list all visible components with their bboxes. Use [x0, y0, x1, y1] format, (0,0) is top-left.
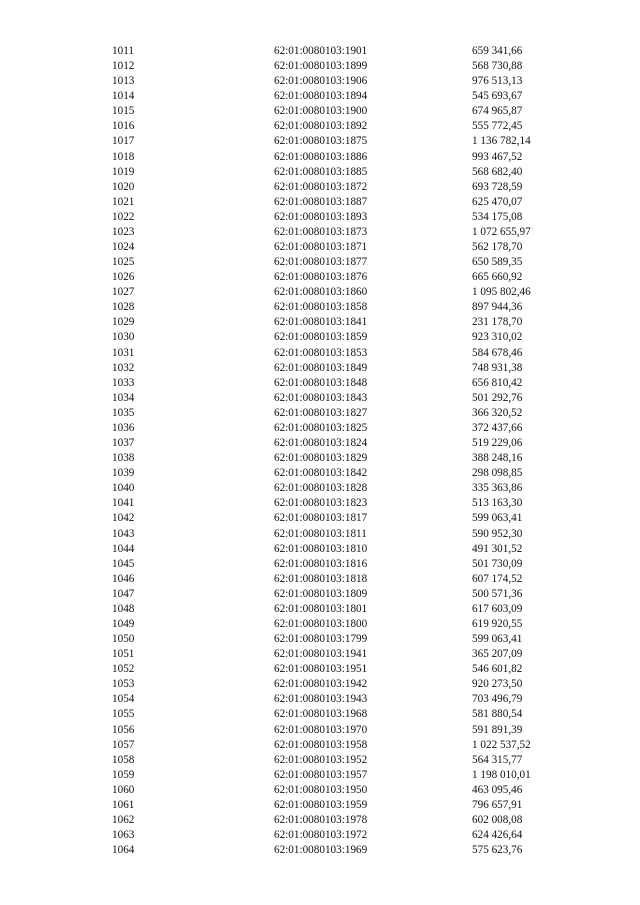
row-number: 1058	[112, 753, 135, 766]
cadastral-value: 650 589,35	[472, 256, 523, 269]
row-number: 1032	[112, 361, 135, 374]
table-row	[112, 451, 582, 466]
cadastral-number: 62:01:0080103:1859	[274, 331, 368, 344]
table-row	[112, 843, 582, 858]
table-row	[112, 119, 582, 134]
cadastral-value: 513 163,30	[472, 497, 523, 510]
cadastral-number: 62:01:0080103:1875	[274, 135, 368, 148]
table-row	[112, 587, 582, 602]
row-number: 1034	[112, 391, 135, 404]
cadastral-number: 62:01:0080103:1893	[274, 210, 368, 223]
row-number: 1049	[112, 617, 135, 630]
row-number: 1060	[112, 783, 135, 796]
cadastral-value: 463 095,46	[472, 783, 523, 796]
cadastral-value: 748 931,38	[472, 361, 523, 374]
cadastral-number: 62:01:0080103:1901	[274, 45, 368, 57]
table-row	[112, 391, 582, 406]
table-row	[112, 466, 582, 481]
row-number: 1038	[112, 452, 135, 465]
row-number: 1051	[112, 648, 135, 661]
row-number: 1013	[112, 75, 135, 88]
cadastral-number: 62:01:0080103:1824	[274, 437, 368, 450]
row-number: 1031	[112, 346, 135, 359]
row-number: 1046	[112, 572, 135, 585]
table-row	[112, 165, 582, 180]
row-number: 1015	[112, 105, 135, 118]
table-row	[112, 330, 582, 345]
table-row	[112, 542, 582, 557]
table-row	[112, 481, 582, 496]
cadastral-value: 534 175,08	[472, 210, 523, 223]
cadastral-number: 62:01:0080103:1952	[274, 753, 368, 766]
row-number: 1061	[112, 798, 135, 811]
cadastral-value: 568 682,40	[472, 165, 523, 178]
cadastral-value: 602 008,08	[472, 813, 523, 826]
cadastral-number: 62:01:0080103:1887	[274, 195, 368, 208]
row-number: 1057	[112, 738, 135, 751]
cadastral-number: 62:01:0080103:1900	[274, 105, 368, 118]
cadastral-value: 993 467,52	[472, 150, 523, 163]
table-row	[112, 421, 582, 436]
cadastral-value: 674 965,87	[472, 105, 523, 118]
cadastral-value: 501 730,09	[472, 557, 523, 570]
cadastral-value: 607 174,52	[472, 572, 523, 585]
cadastral-value: 591 891,39	[472, 723, 523, 736]
row-number: 1026	[112, 271, 135, 284]
table-row	[112, 753, 582, 768]
cadastral-value: 796 657,91	[472, 798, 523, 811]
row-number: 1029	[112, 316, 135, 329]
cadastral-value: 1 136 782,14	[472, 135, 531, 148]
table-row	[112, 707, 582, 722]
row-number: 1017	[112, 135, 135, 148]
table-row	[112, 798, 582, 813]
table-row	[112, 632, 582, 647]
cadastral-value: 546 601,82	[472, 663, 523, 676]
table-row	[112, 738, 582, 753]
cadastral-number: 62:01:0080103:1828	[274, 482, 368, 495]
cadastral-number: 62:01:0080103:1972	[274, 829, 368, 842]
row-number: 1059	[112, 768, 135, 781]
table-row	[112, 270, 582, 285]
cadastral-number: 62:01:0080103:1801	[274, 602, 368, 615]
table-row	[112, 436, 582, 451]
table-row	[112, 557, 582, 572]
row-number: 1045	[112, 557, 135, 570]
table-row	[112, 511, 582, 526]
cadastral-number: 62:01:0080103:1843	[274, 391, 368, 404]
cadastral-number: 62:01:0080103:1817	[274, 512, 368, 525]
cadastral-number: 62:01:0080103:1810	[274, 542, 368, 555]
cadastral-value: 575 623,76	[472, 844, 523, 857]
row-number: 1022	[112, 210, 135, 223]
cadastral-value: 491 301,52	[472, 542, 523, 555]
row-number: 1064	[112, 844, 135, 857]
cadastral-value: 500 571,36	[472, 587, 523, 600]
cadastral-number: 62:01:0080103:1848	[274, 376, 368, 389]
table-row	[112, 572, 582, 587]
cadastral-number: 62:01:0080103:1968	[274, 708, 368, 721]
cadastral-value: 599 063,41	[472, 512, 523, 525]
row-number: 1036	[112, 421, 135, 434]
cadastral-number: 62:01:0080103:1885	[274, 165, 368, 178]
row-number: 1011	[112, 45, 134, 57]
table-row	[112, 647, 582, 662]
cadastral-value: 976 513,13	[472, 75, 523, 88]
table-row	[112, 210, 582, 225]
cadastral-value: 703 496,79	[472, 693, 523, 706]
cadastral-number: 62:01:0080103:1970	[274, 723, 368, 736]
cadastral-value: 1 022 537,52	[472, 738, 531, 751]
row-number: 1021	[112, 195, 135, 208]
row-number: 1053	[112, 678, 135, 691]
table-row	[112, 813, 582, 828]
row-number: 1016	[112, 120, 135, 133]
table-row	[112, 617, 582, 632]
row-number: 1025	[112, 256, 135, 269]
row-number: 1030	[112, 331, 135, 344]
cadastral-value: 923 310,02	[472, 331, 523, 344]
cadastral-value: 581 880,54	[472, 708, 523, 721]
cadastral-number: 62:01:0080103:1957	[274, 768, 368, 781]
table-row	[112, 361, 582, 376]
cadastral-number: 62:01:0080103:1942	[274, 678, 368, 691]
cadastral-number: 62:01:0080103:1877	[274, 256, 368, 269]
row-number: 1039	[112, 467, 135, 480]
cadastral-number: 62:01:0080103:1811	[274, 527, 367, 540]
table-row	[112, 346, 582, 361]
cadastral-number: 62:01:0080103:1849	[274, 361, 368, 374]
table-row	[112, 104, 582, 119]
cadastral-number: 62:01:0080103:1842	[274, 467, 368, 480]
table-row	[112, 74, 582, 89]
row-number: 1027	[112, 286, 135, 299]
cadastral-number: 62:01:0080103:1825	[274, 421, 368, 434]
row-number: 1054	[112, 693, 135, 706]
cadastral-value: 656 810,42	[472, 376, 523, 389]
cadastral-number: 62:01:0080103:1872	[274, 180, 368, 193]
cadastral-value: 693 728,59	[472, 180, 523, 193]
cadastral-number: 62:01:0080103:1969	[274, 844, 368, 857]
row-number: 1018	[112, 150, 135, 163]
cadastral-value: 599 063,41	[472, 633, 523, 646]
cadastral-number: 62:01:0080103:1906	[274, 75, 368, 88]
cadastral-number: 62:01:0080103:1958	[274, 738, 368, 751]
table-row	[112, 406, 582, 421]
row-number: 1044	[112, 542, 135, 555]
cadastral-number: 62:01:0080103:1951	[274, 663, 368, 676]
cadastral-value: 372 437,66	[472, 421, 523, 434]
table-row	[112, 783, 582, 798]
cadastral-number: 62:01:0080103:1892	[274, 120, 368, 133]
cadastral-number: 62:01:0080103:1894	[274, 90, 368, 103]
table-row	[112, 285, 582, 300]
cadastral-value: 298 098,85	[472, 467, 523, 480]
cadastral-number: 62:01:0080103:1978	[274, 813, 368, 826]
table-row	[112, 376, 582, 391]
table-row	[112, 59, 582, 74]
row-number: 1050	[112, 633, 135, 646]
row-number: 1024	[112, 241, 135, 254]
table-row	[112, 527, 582, 542]
cadastral-value: 568 730,88	[472, 60, 523, 73]
cadastral-number: 62:01:0080103:1841	[274, 316, 368, 329]
row-number: 1012	[112, 60, 135, 73]
cadastral-number: 62:01:0080103:1941	[274, 648, 368, 661]
cadastral-number: 62:01:0080103:1809	[274, 587, 368, 600]
table-row	[112, 662, 582, 677]
table-row	[112, 602, 582, 617]
cadastral-number: 62:01:0080103:1899	[274, 60, 368, 73]
cadastral-value: 584 678,46	[472, 346, 523, 359]
cadastral-value: 625 470,07	[472, 195, 523, 208]
cadastral-number: 62:01:0080103:1950	[274, 783, 368, 796]
cadastral-value: 365 207,09	[472, 648, 523, 661]
table-row	[112, 828, 582, 843]
cadastral-value: 920 273,50	[472, 678, 523, 691]
cadastral-number: 62:01:0080103:1959	[274, 798, 368, 811]
table-row	[112, 768, 582, 783]
table-row	[112, 677, 582, 692]
row-number: 1043	[112, 527, 135, 540]
row-number: 1035	[112, 406, 135, 419]
cadastral-number: 62:01:0080103:1829	[274, 452, 368, 465]
cadastral-value: 1 198 010,01	[472, 768, 531, 781]
table-row	[112, 44, 582, 59]
row-number: 1047	[112, 587, 135, 600]
cadastral-value: 545 693,67	[472, 90, 523, 103]
cadastral-number: 62:01:0080103:1853	[274, 346, 368, 359]
table-row	[112, 692, 582, 707]
table-row	[112, 180, 582, 195]
row-number: 1023	[112, 225, 135, 238]
row-number: 1052	[112, 663, 135, 676]
row-number: 1019	[112, 165, 135, 178]
cadastral-number: 62:01:0080103:1876	[274, 271, 368, 284]
cadastral-number: 62:01:0080103:1800	[274, 617, 368, 630]
cadastral-number: 62:01:0080103:1827	[274, 406, 368, 419]
table-row	[112, 255, 582, 270]
table-row	[112, 240, 582, 255]
cadastral-number: 62:01:0080103:1873	[274, 225, 368, 238]
cadastral-number: 62:01:0080103:1886	[274, 150, 368, 163]
table-row	[112, 89, 582, 104]
cadastral-value: 519 229,06	[472, 437, 523, 450]
row-number: 1020	[112, 180, 135, 193]
row-number: 1041	[112, 497, 135, 510]
cadastral-value: 562 178,70	[472, 241, 523, 254]
cadastral-value: 617 603,09	[472, 602, 523, 615]
row-number: 1042	[112, 512, 135, 525]
table-row	[112, 195, 582, 210]
table-row	[112, 723, 582, 738]
table-row	[112, 315, 582, 330]
table-row	[112, 300, 582, 315]
row-number: 1055	[112, 708, 135, 721]
cadastral-value: 665 660,92	[472, 271, 523, 284]
row-number: 1037	[112, 437, 135, 450]
row-number: 1033	[112, 376, 135, 389]
cadastral-value: 501 292,76	[472, 391, 523, 404]
cadastral-value: 555 772,45	[472, 120, 523, 133]
row-number: 1014	[112, 90, 135, 103]
cadastral-value: 659 341,66	[472, 45, 523, 57]
cadastral-value: 564 315,77	[472, 753, 523, 766]
cadastral-number: 62:01:0080103:1816	[274, 557, 368, 570]
cadastral-value: 388 248,16	[472, 452, 523, 465]
row-number: 1062	[112, 813, 135, 826]
cadastral-number: 62:01:0080103:1799	[274, 633, 368, 646]
cadastral-value: 897 944,36	[472, 301, 523, 314]
cadastral-number: 62:01:0080103:1818	[274, 572, 368, 585]
cadastral-value: 366 320,52	[472, 406, 523, 419]
cadastral-value: 1 095 802,46	[472, 286, 531, 299]
row-number: 1028	[112, 301, 135, 314]
row-number: 1048	[112, 602, 135, 615]
cadastral-value: 231 178,70	[472, 316, 523, 329]
cadastral-value: 335 363,86	[472, 482, 523, 495]
cadastral-value: 624 426,64	[472, 829, 523, 842]
cadastral-value: 1 072 655,97	[472, 225, 531, 238]
row-number: 1063	[112, 829, 135, 842]
row-number: 1040	[112, 482, 135, 495]
cadastral-value: 619 920,55	[472, 617, 523, 630]
cadastral-number: 62:01:0080103:1860	[274, 286, 368, 299]
cadastral-number: 62:01:0080103:1823	[274, 497, 368, 510]
row-number: 1056	[112, 723, 135, 736]
table-row	[112, 225, 582, 240]
cadastral-number: 62:01:0080103:1943	[274, 693, 368, 706]
cadastral-value: 590 952,30	[472, 527, 523, 540]
cadastral-number: 62:01:0080103:1871	[274, 241, 368, 254]
table-row	[112, 150, 582, 165]
cadastral-number: 62:01:0080103:1858	[274, 301, 368, 314]
cadastral-value-table	[112, 44, 582, 858]
table-row	[112, 496, 582, 511]
table-row	[112, 134, 582, 149]
